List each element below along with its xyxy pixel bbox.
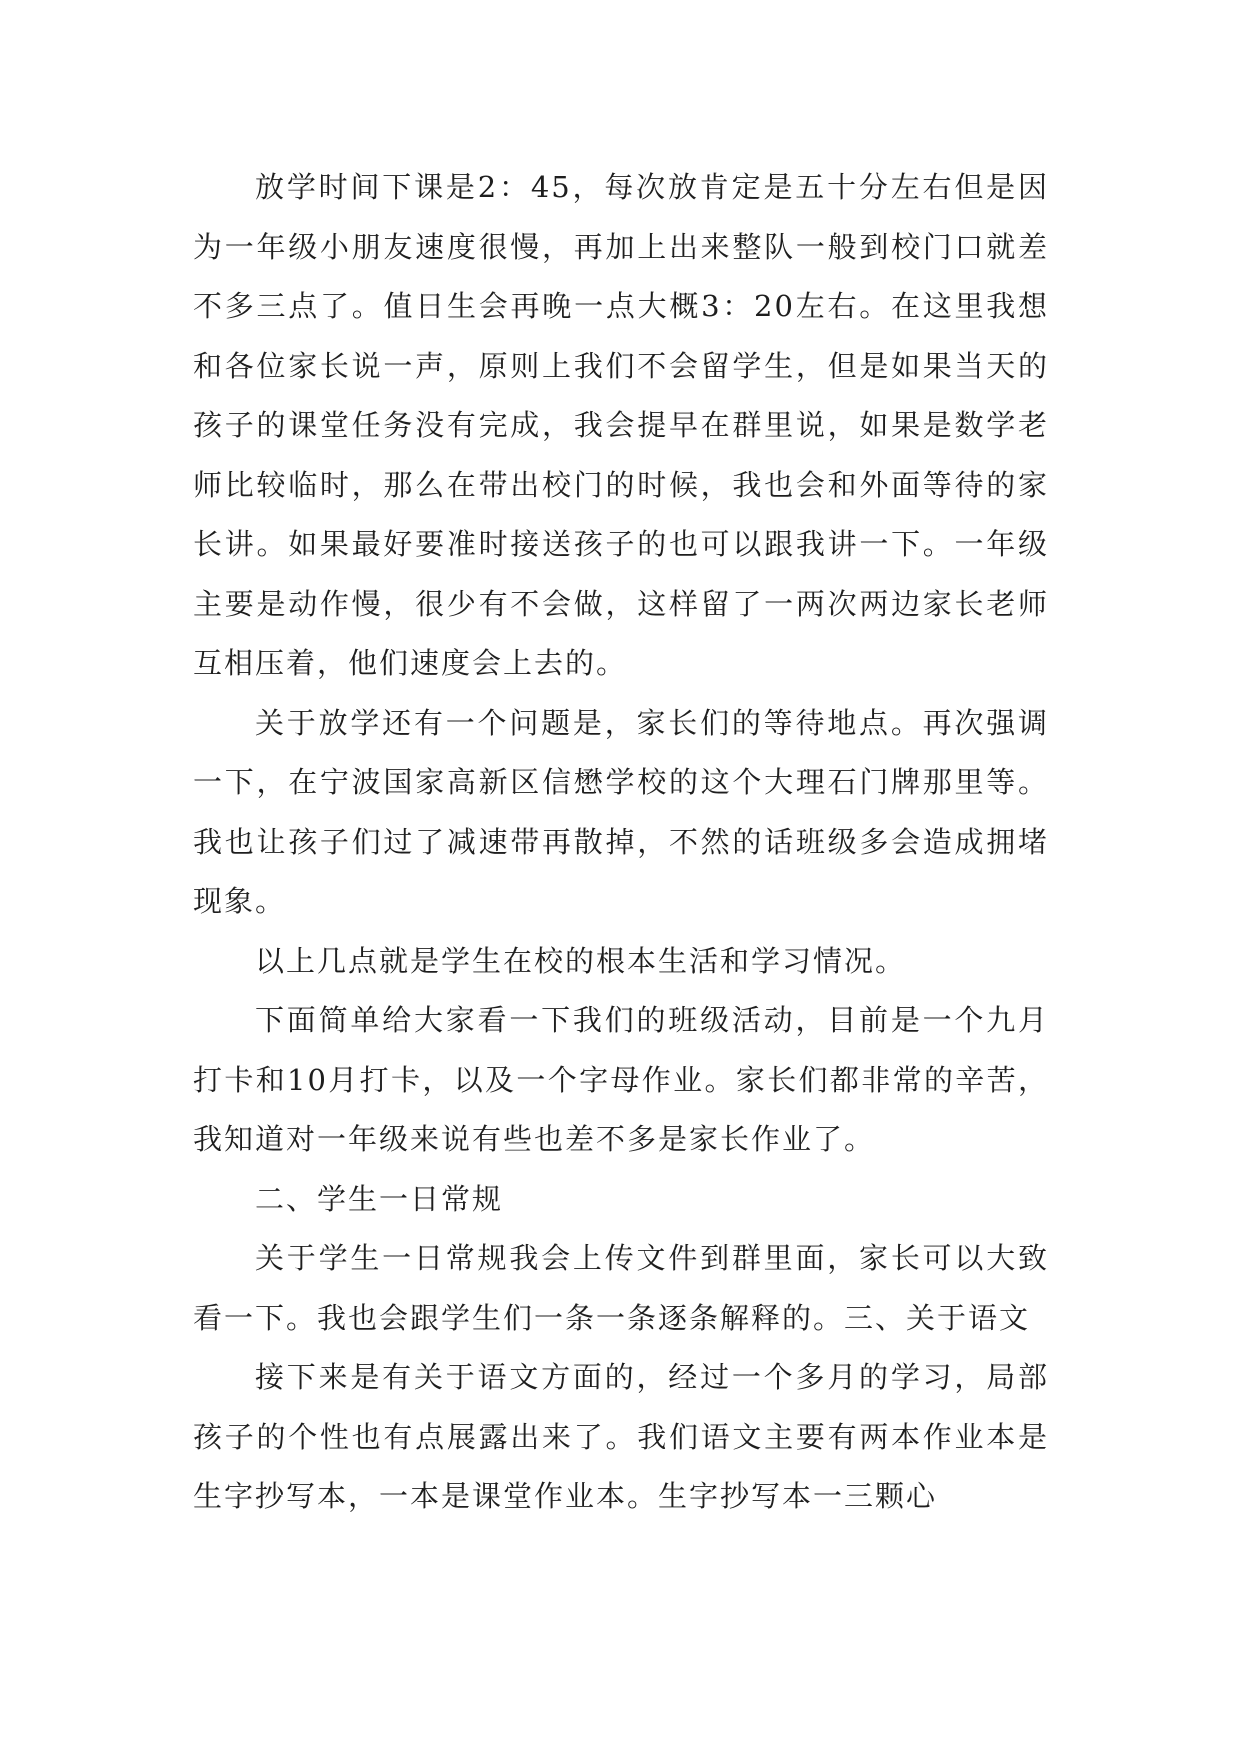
section-heading-daily-routine: 二、学生一日常规 [255,1181,504,1216]
paragraph-daily-routine: 关于学生一日常规我会上传文件到群里面，家长可以大致看一下。我也会跟学生们一条一条逐条解释的。三、关于语文 [193,1241,1049,1335]
paragraph-class-activities: 下面简单给大家看一下我们的班级活动，目前是一个九月打卡和10月打卡，以及一个字母作业。家长们都非常的辛苦，我知道对一年级来说有些也差不多是家长作业了。 [193,1003,1049,1156]
paragraph-chinese-homework: 接下来是有关于语文方面的，经过一个多月的学习，局部孩子的个性也有点展露出来了。我们语文主要有两本作业本是生字抄写本，一本是课堂作业本。生字抄写本一三颗心 [193,1360,1049,1513]
document-body [193,158,1049,1527]
paragraph-summary: 以上几点就是学生在校的根本生活和学习情况。 [255,943,907,978]
paragraph-waiting-location: 关于放学还有一个问题是，家长们的等待地点。再次强调一下，在宁波国家高新区信懋学校的这个大理石门牌那里等。我也让孩子们过了减速带再散掉，不然的话班级多会造成拥堵现象。 [193,705,1049,918]
paragraph-dismissal-time: 放学时间下课是2：45，每次放肯定是五十分左右但是因为一年级小朋友速度很慢，再加上出来整队一般到校门口就差不多三点了。值日生会再晚一点大概3：20左右。在这里我想和各位家长说一声，原则上我们不会留学生，但是如果当天的孩子的课堂任务没有完成，我会提早在群里说，如果是数学老师比较临时，那么在带出校门的时候，我也会和外面等待的家长讲。如果最好要准时接送孩子的也可以跟我讲一下。一年级主要是动作慢，很少有不会做，这样留了一两次两边家长老师互相压着，他们速度会上去的。 [193,170,1049,680]
